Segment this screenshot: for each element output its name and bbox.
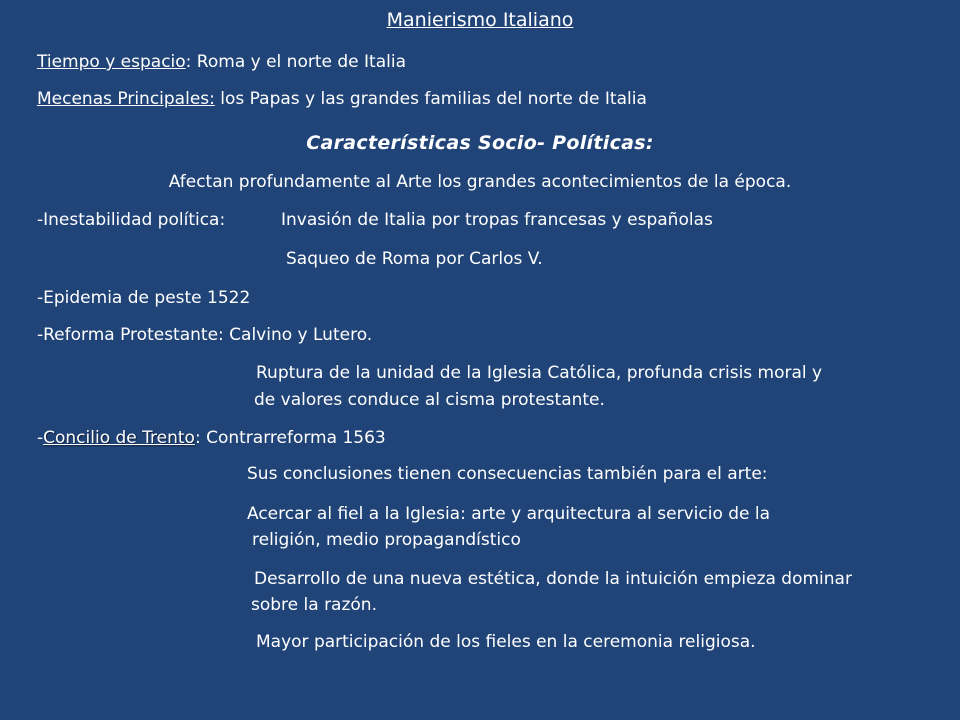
- tiempo-label: Tiempo y espacio: [37, 52, 186, 72]
- concilio-conclusion: Sus conclusiones tienen consecuencias también para el arte:: [247, 464, 768, 484]
- mecenas-text: los Papas y las grandes familias del norte de Italia: [214, 89, 647, 109]
- inestabilidad-line1: Invasión de Italia por tropas francesas y españolas: [281, 210, 713, 230]
- tiempo-line: [37, 52, 406, 72]
- reforma-label: -Reforma Protestante: Calvino y Lutero.: [37, 325, 373, 345]
- concilio-label: Concilio de Trento: [43, 428, 195, 448]
- reforma-line1: Ruptura de la unidad de la Iglesia Católica, profunda crisis moral y: [256, 363, 823, 383]
- concilio-point3: Mayor participación de los fieles en la ceremonia religiosa.: [256, 632, 756, 652]
- mecenas-line: [37, 89, 647, 109]
- epidemia-text: -Epidemia de peste 1522: [37, 288, 251, 308]
- concilio-line: [37, 428, 386, 448]
- intro-text: Afectan profundamente al Arte los grandes acontecimientos de la época.: [168, 172, 792, 192]
- reforma-line2: de valores conduce al cisma protestante.: [254, 390, 605, 410]
- concilio-point1-line2: religión, medio propagandístico: [252, 530, 521, 550]
- page-title: Manierismo Italiano: [386, 9, 574, 31]
- concilio-point1-line1: Acercar al fiel a la Iglesia: arte y arquitectura al servicio de la: [247, 504, 771, 524]
- concilio-text: : Contrarreforma 1563: [194, 428, 386, 448]
- mecenas-label: Mecenas Principales:: [37, 89, 215, 109]
- concilio-point2-line1: Desarrollo de una nueva estética, donde la intuición empieza dominar: [254, 569, 852, 589]
- inestabilidad-label: -Inestabilidad política:: [37, 210, 226, 230]
- inestabilidad-line2: Saqueo de Roma por Carlos V.: [286, 249, 543, 269]
- concilio-point2-line2: sobre la razón.: [251, 595, 377, 615]
- concilio-dash: -: [37, 428, 44, 448]
- section-heading: Características Socio- Políticas:: [306, 132, 654, 154]
- tiempo-text: : Roma y el norte de Italia: [185, 52, 406, 72]
